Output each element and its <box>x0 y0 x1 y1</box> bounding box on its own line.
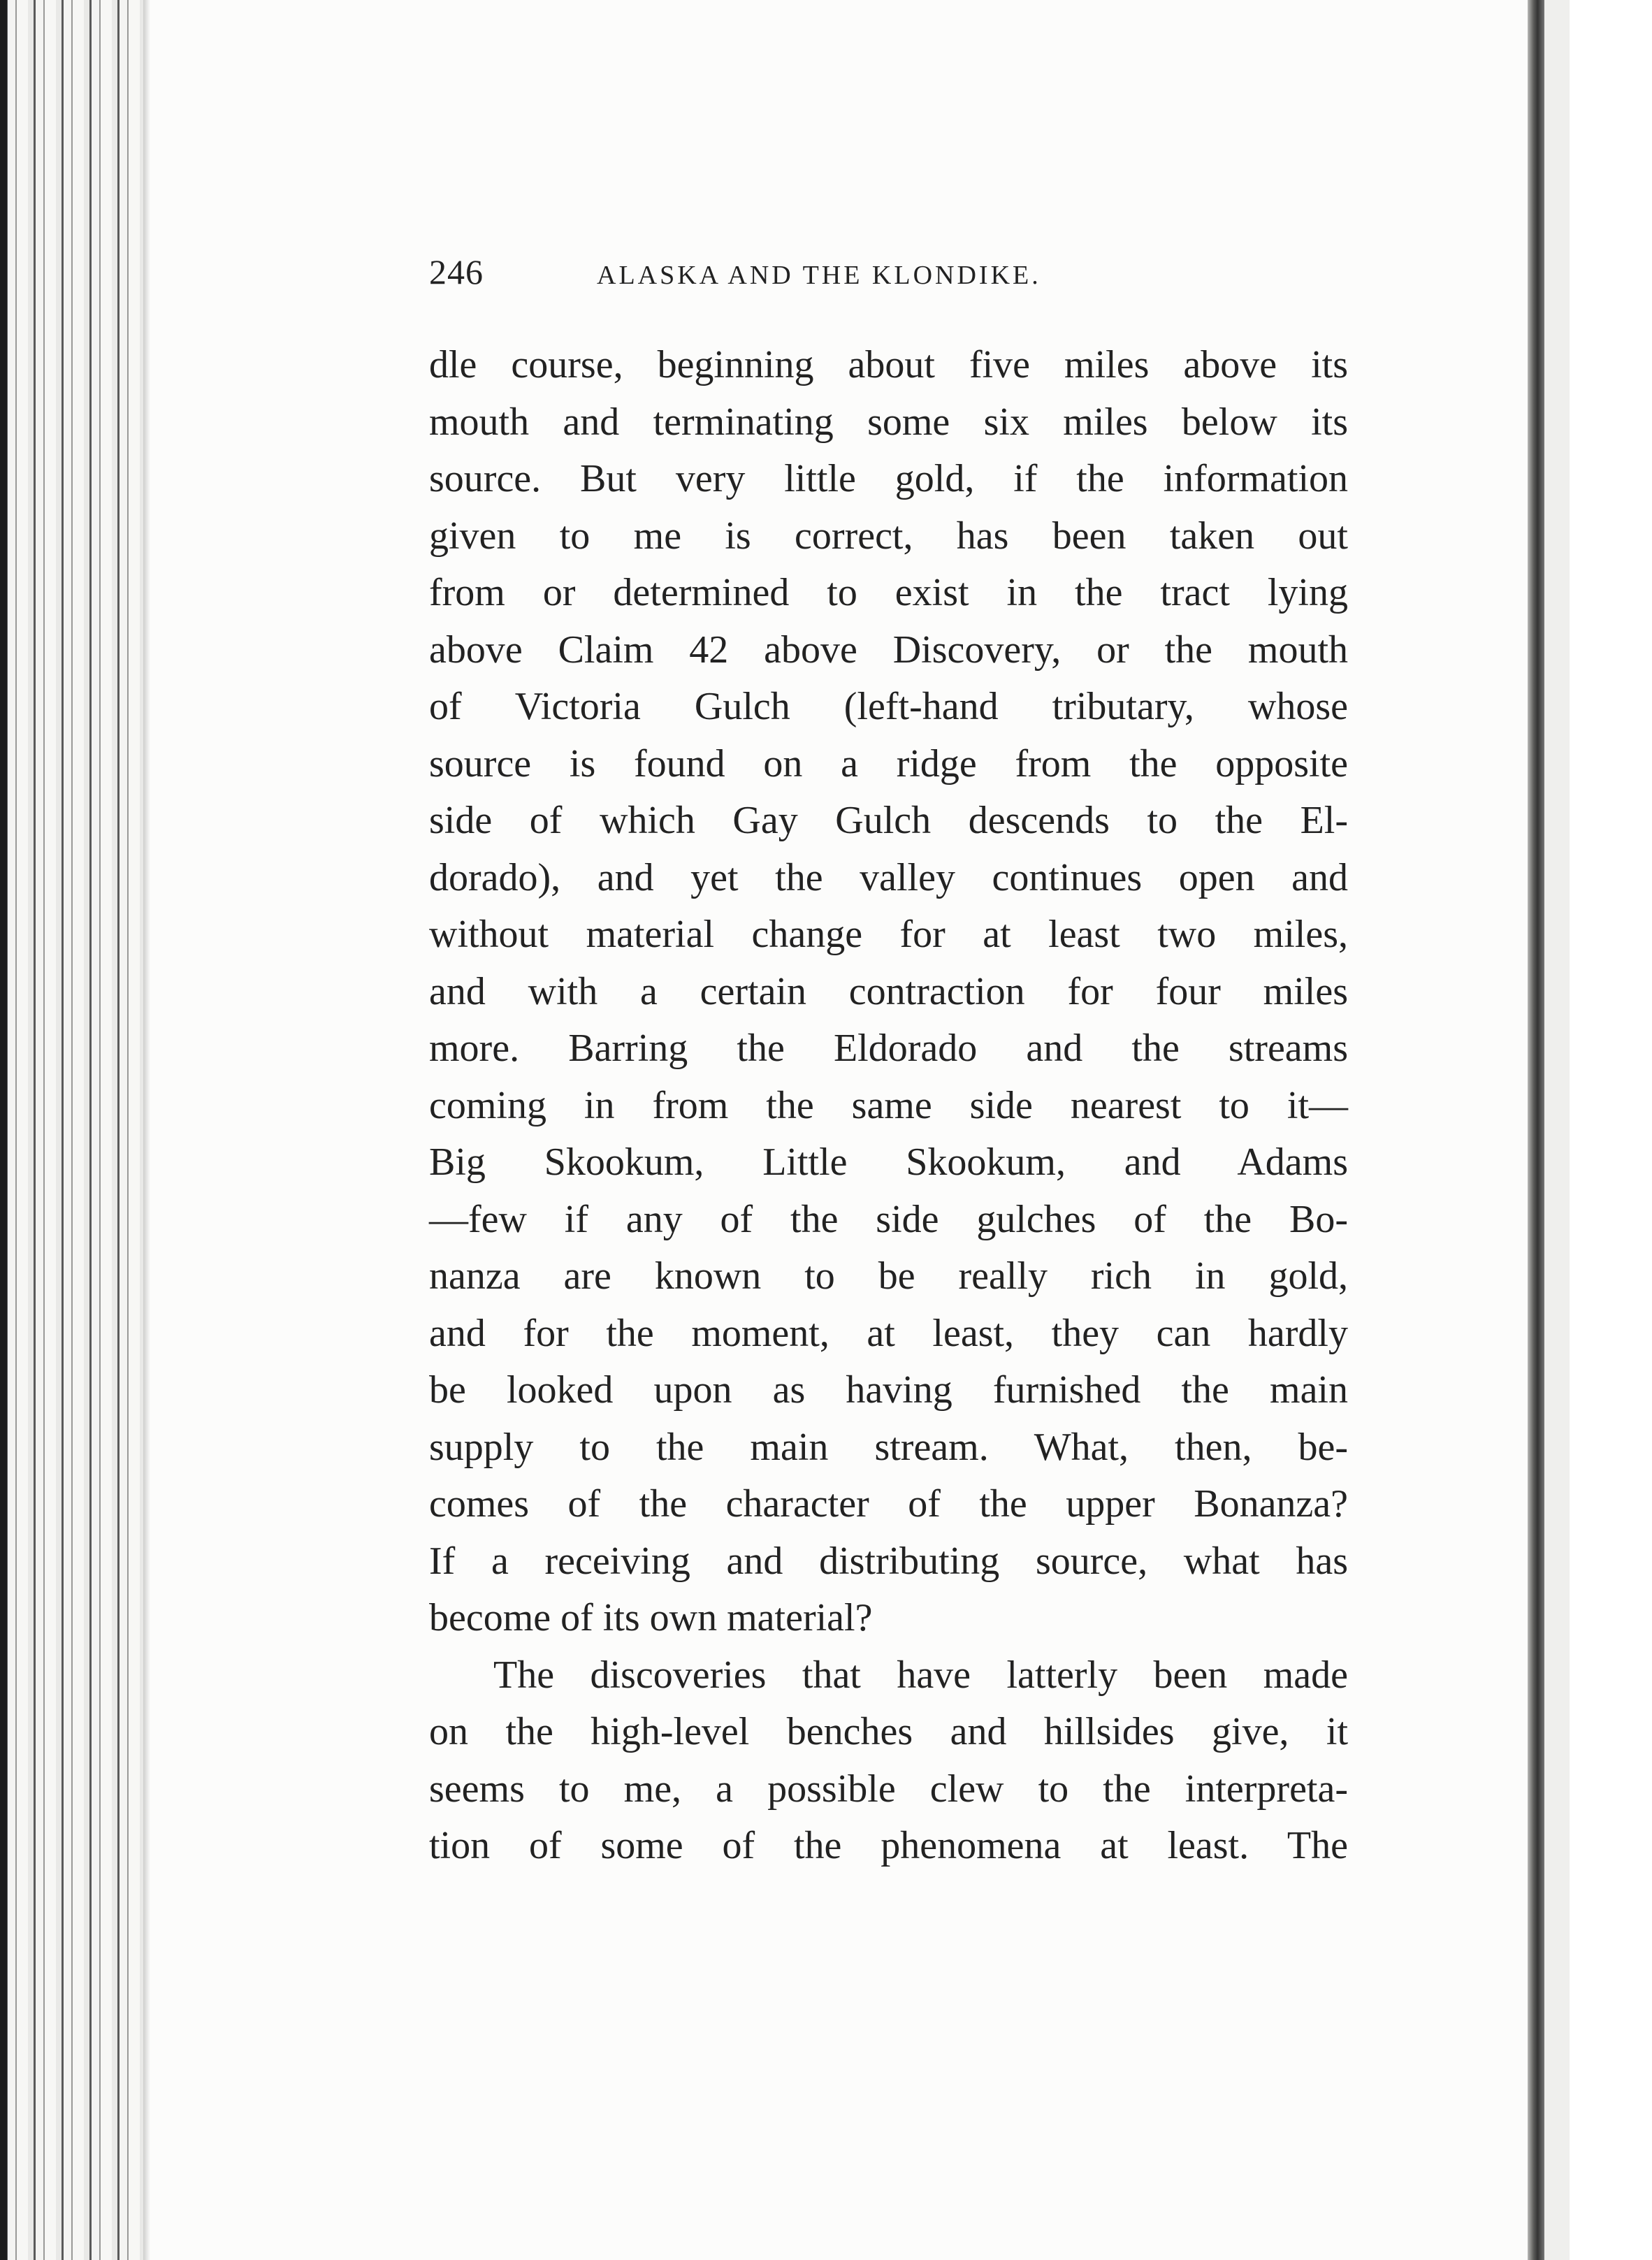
text-line: above Claim 42 above Discovery, or the mouth <box>429 628 1348 672</box>
binding-shadow <box>1528 0 1544 2260</box>
text-line: source is found on a ridge from the opposite <box>429 741 1348 785</box>
text-line: nanza are known to be really rich in gold, <box>429 1254 1348 1298</box>
text-line: Big Skookum, Little Skookum, and Adams <box>429 1140 1348 1184</box>
stacked-page-edges <box>0 0 150 2260</box>
text-line: coming in from the same side nearest to it— <box>429 1083 1348 1127</box>
text-line: and with a certain contraction for four miles <box>429 969 1348 1013</box>
text-line: side of which Gay Gulch descends to the El- <box>429 799 1348 842</box>
running-title: ALASKA AND THE KLONDIKE. <box>597 261 1041 290</box>
running-head <box>429 252 1212 300</box>
paragraph-end-line: become of its own material? <box>429 1596 873 1639</box>
text-line: dorado), and yet the valley continues open and <box>429 855 1348 899</box>
body-text <box>429 337 1348 1875</box>
text-line: mouth and terminating some six miles below its <box>429 400 1348 444</box>
text-line: tion of some of the phenomena at least. The <box>429 1824 1348 1867</box>
text-line: on the high-level benches and hillsides give, it <box>429 1710 1348 1753</box>
text-line: from or determined to exist in the tract lying <box>429 571 1348 614</box>
text-line: and for the moment, at least, they can hardly <box>429 1311 1348 1355</box>
text-line: seems to me, a possible clew to the interpreta- <box>429 1767 1348 1811</box>
text-line: more. Barring the Eldorado and the streams <box>429 1027 1348 1070</box>
text-line: comes of the character of the upper Bonanza? <box>429 1482 1348 1526</box>
page-number: 246 <box>429 252 484 291</box>
text-line: source. But very little gold, if the information <box>429 457 1348 500</box>
paragraph-start-line: The discoveries that have latterly been made <box>493 1653 1348 1697</box>
text-line: without material change for at least two miles, <box>429 913 1348 956</box>
text-line: dle course, beginning about five miles above its <box>429 343 1348 386</box>
facing-page-edge <box>1570 0 1652 2260</box>
text-line: given to me is correct, has been taken out <box>429 514 1348 558</box>
text-line: —few if any of the side gulches of the Bo- <box>429 1197 1348 1241</box>
left-scan-border <box>0 0 7 2260</box>
text-line: supply to the main stream. What, then, be- <box>429 1425 1348 1469</box>
text-line: of Victoria Gulch (left-hand tributary, whose <box>429 685 1348 728</box>
text-line: If a receiving and distributing source, what has <box>429 1539 1348 1583</box>
facing-page-gutter <box>1544 0 1570 2260</box>
text-line: be looked upon as having furnished the main <box>429 1368 1348 1412</box>
